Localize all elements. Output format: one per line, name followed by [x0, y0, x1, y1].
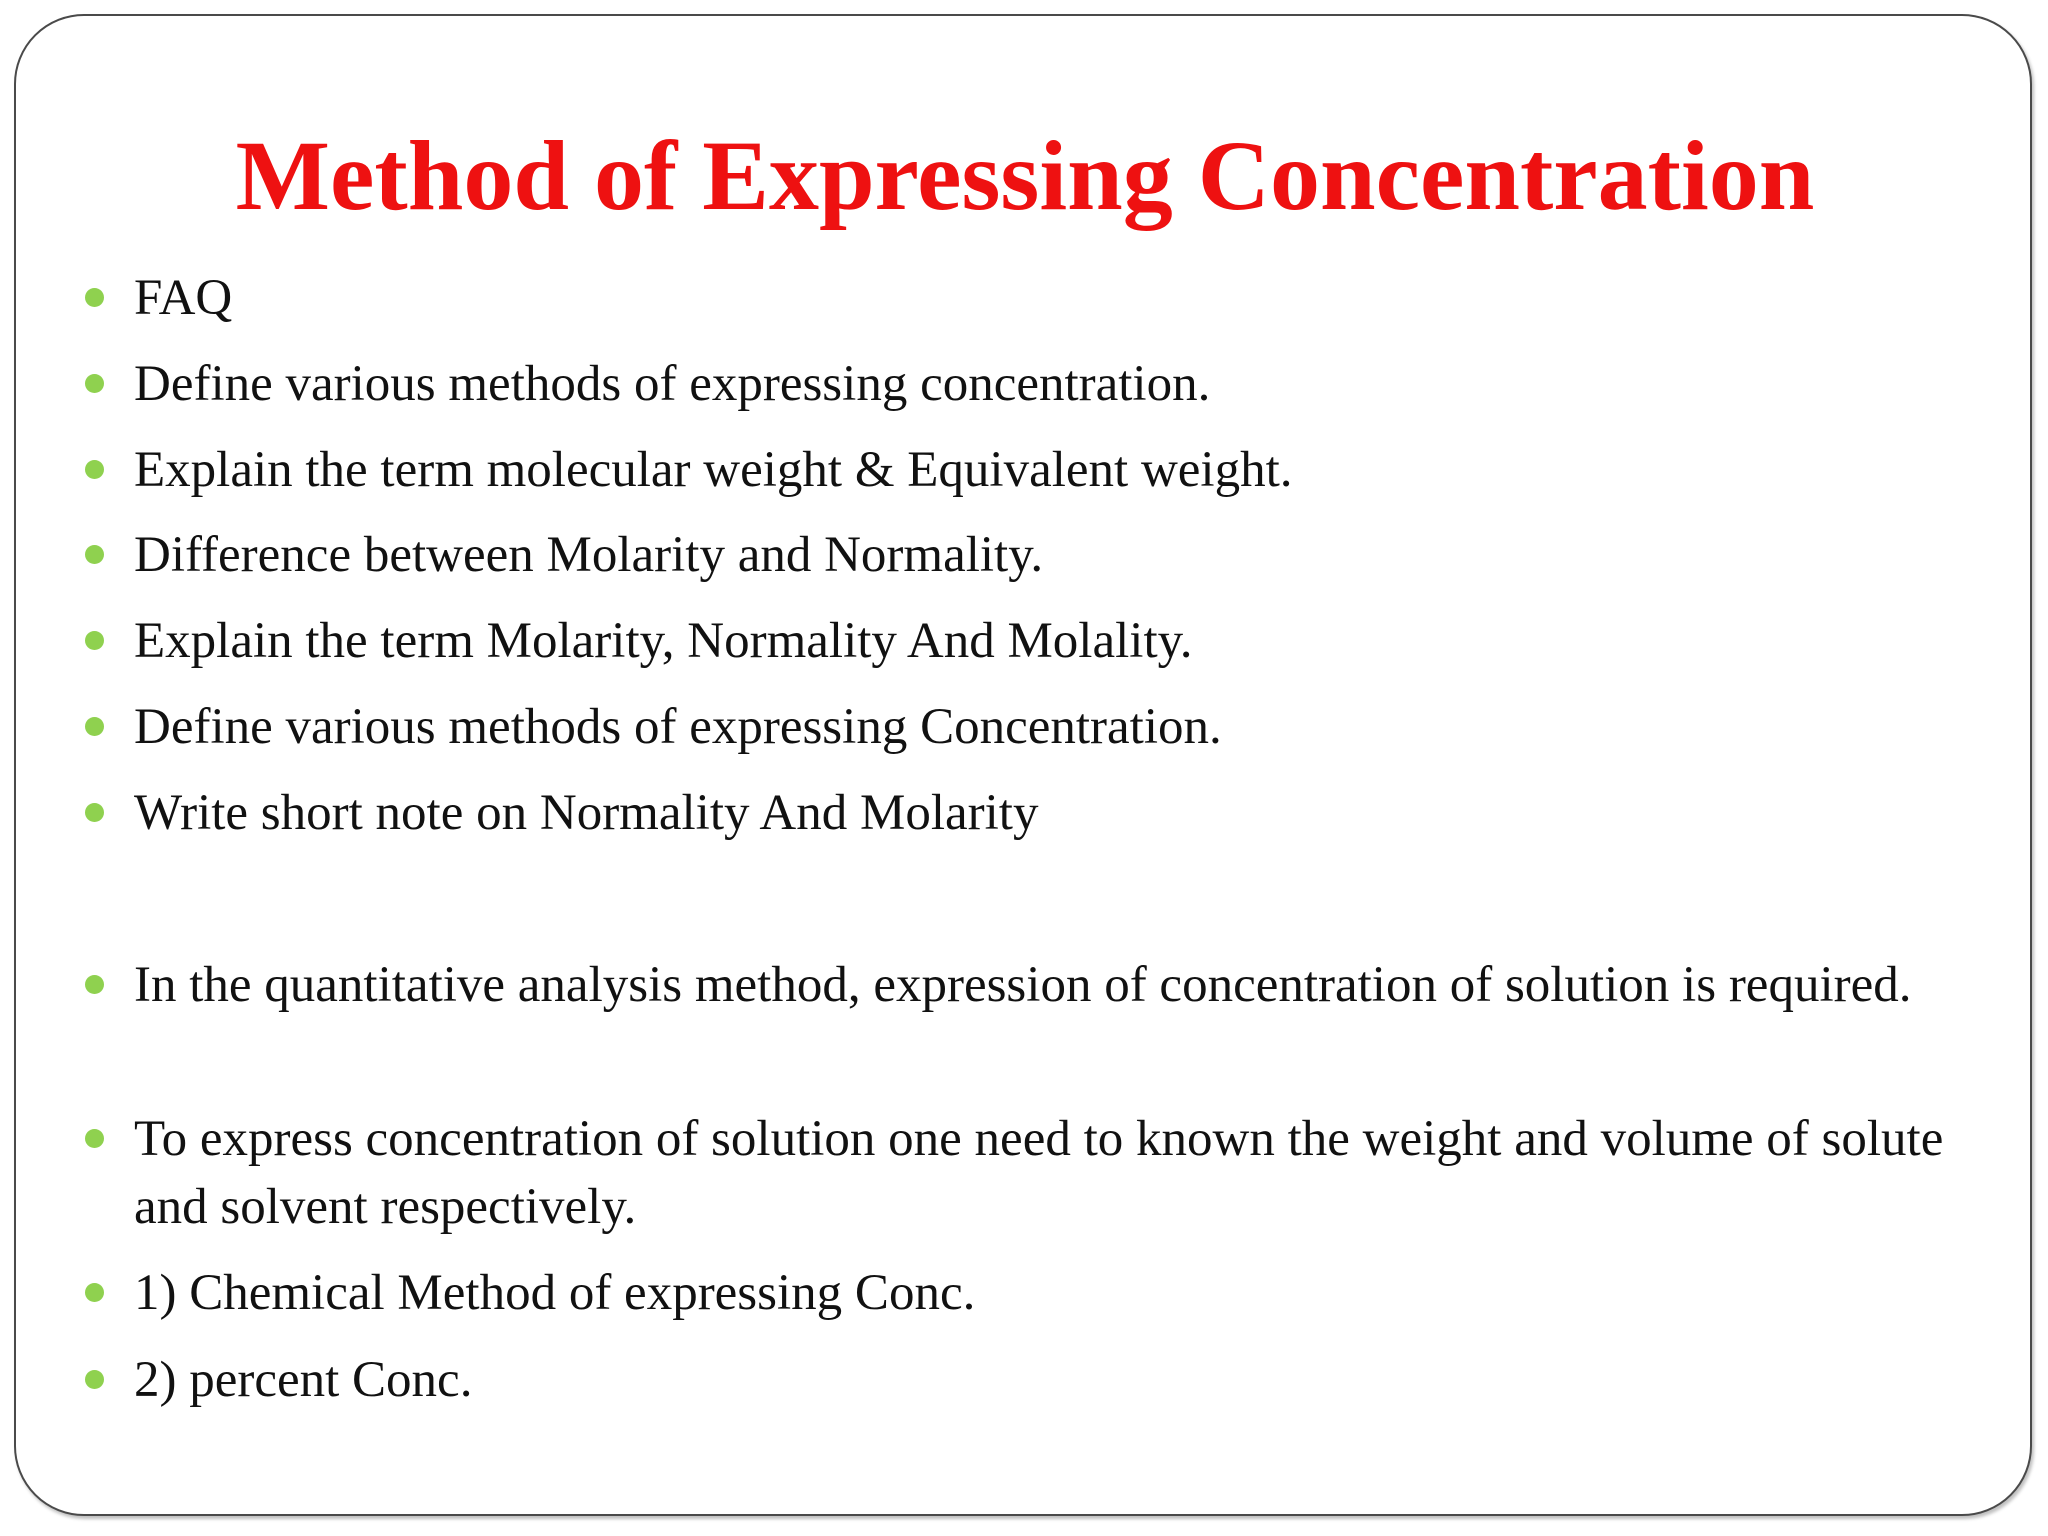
bullet-text: Difference between Molarity and Normality. — [134, 527, 1044, 583]
bullet-dot-icon — [85, 460, 104, 479]
bullet-item-molecular-weight — [134, 436, 1994, 504]
bullet-dot-icon — [85, 374, 104, 393]
bullet-item-difference — [134, 521, 1994, 589]
bullet-item-chemical-method — [134, 1259, 1994, 1327]
bullet-dot-icon — [85, 545, 104, 564]
bullet-dot-icon — [85, 1129, 104, 1148]
bullet-text: FAQ — [134, 270, 233, 326]
bullet-item-quantitative-analysis — [134, 951, 1994, 1019]
bullet-dot-icon — [85, 803, 104, 822]
bullet-dot-icon — [85, 288, 104, 307]
bullet-item-percent-conc — [134, 1346, 1994, 1414]
bullet-dot-icon — [85, 1283, 104, 1302]
bullet-text: To express concentration of solution one need to known the weight and volume of solute and solvent respectively. — [134, 1111, 1944, 1235]
bullet-item-define-methods — [134, 350, 1994, 418]
bullet-text: 2) percent Conc. — [134, 1352, 473, 1408]
bullet-dot-icon — [85, 975, 104, 994]
bullet-item-molarity-terms — [134, 607, 1994, 675]
bullet-item-express-concentration — [134, 1105, 1994, 1241]
bullet-text: Explain the term Molarity, Normality And Molality. — [134, 613, 1193, 669]
slide-frame — [14, 14, 2032, 1516]
bullet-text: Define various methods of expressing concentration. — [134, 356, 1211, 412]
bullet-item-faq — [134, 264, 1994, 332]
bullet-dot-icon — [85, 717, 104, 736]
bullet-item-short-note — [134, 779, 1994, 847]
bullet-text: Define various methods of expressing Concentration. — [134, 699, 1222, 755]
bullet-dot-icon — [85, 1370, 104, 1389]
bullet-text: 1) Chemical Method of expressing Conc. — [134, 1265, 976, 1321]
bullet-text: In the quantitative analysis method, expression of concentration of solution is required. — [134, 957, 1912, 1013]
bullet-text: Explain the term molecular weight & Equivalent weight. — [134, 442, 1293, 498]
slide-title: Method of Expressing Concentration — [235, 120, 1815, 231]
bullet-text: Write short note on Normality And Molarity — [134, 785, 1039, 841]
bullet-dot-icon — [85, 631, 104, 650]
bullet-item-define-concentration — [134, 693, 1994, 761]
